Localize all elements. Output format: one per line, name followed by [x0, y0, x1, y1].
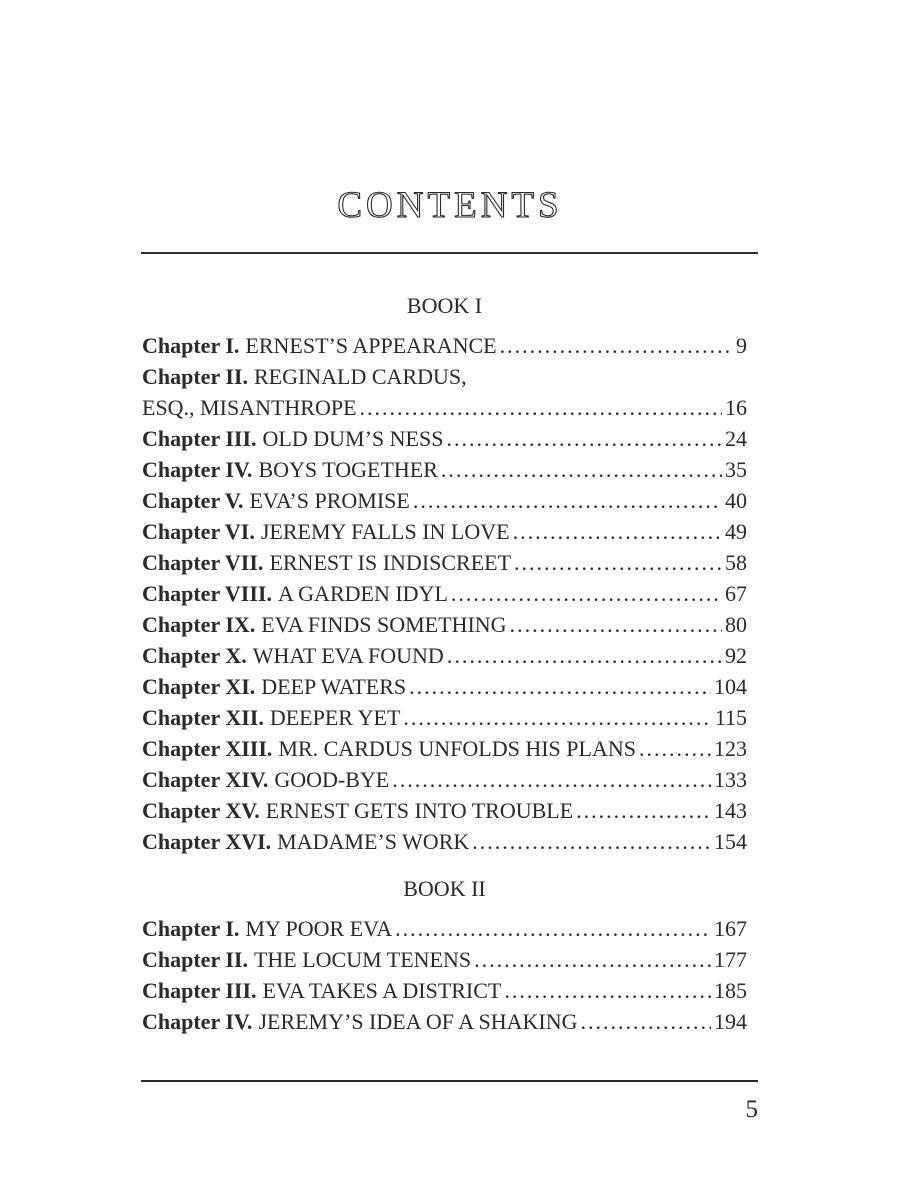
chapter-title: BOYS TOGETHER	[258, 457, 438, 482]
toc-entry	[142, 640, 747, 671]
dot-leader	[513, 516, 722, 547]
dot-leader	[392, 764, 711, 795]
chapter-number: Chapter VI.	[142, 519, 255, 544]
dot-leader	[446, 423, 722, 454]
chapter-page: 49	[725, 519, 747, 544]
chapter-number: Chapter IV.	[142, 1009, 253, 1034]
toc-entry	[142, 330, 747, 361]
chapter-title: EVA TAKES A DISTRICT	[262, 978, 502, 1003]
chapter-title: JEREMY FALLS IN LOVE	[260, 519, 510, 544]
chapter-title: ERNEST IS INDISCREET	[269, 550, 512, 575]
dot-leader	[451, 578, 722, 609]
dot-leader	[441, 454, 722, 485]
chapter-title: REGINALD CARDUS,	[253, 364, 467, 389]
chapter-number: Chapter I.	[142, 333, 240, 358]
chapter-title: WHAT EVA FOUND	[252, 643, 444, 668]
toc-entry	[142, 547, 747, 578]
page-number: 5	[745, 1096, 758, 1123]
chapter-page: 185	[714, 978, 747, 1003]
chapter-page: 80	[725, 612, 747, 637]
chapter-title: EVA’S PROMISE	[249, 488, 410, 513]
chapter-page: 9	[736, 333, 747, 358]
chapter-page: 104	[714, 674, 747, 699]
dot-leader	[409, 671, 711, 702]
chapter-title: ESQ., MISANTHROPE	[142, 395, 357, 420]
chapter-page: 58	[725, 550, 747, 575]
chapter-page: 92	[725, 643, 747, 668]
dot-leader	[500, 330, 733, 361]
toc-entry	[142, 516, 747, 547]
chapter-page: 123	[714, 736, 747, 761]
toc-entry	[142, 485, 747, 516]
dot-leader	[580, 1006, 711, 1037]
chapter-page: 154	[714, 829, 747, 854]
chapter-title: JEREMY’S IDEA OF A SHAKING	[258, 1009, 578, 1034]
chapter-title: A GARDEN IDYL	[278, 581, 448, 606]
chapter-page: 35	[725, 457, 747, 482]
dot-leader	[447, 640, 722, 671]
chapter-number: Chapter IX.	[142, 612, 256, 637]
chapter-title: GOOD-BYE	[274, 767, 390, 792]
toc-entry	[142, 733, 747, 764]
dot-leader	[514, 547, 722, 578]
toc-entry	[142, 578, 747, 609]
dot-leader	[360, 392, 722, 423]
toc-entry	[142, 702, 747, 733]
chapter-number: Chapter XIV.	[142, 767, 269, 792]
chapter-page: 143	[714, 798, 747, 823]
toc-entry	[142, 764, 747, 795]
toc-entry	[142, 671, 747, 702]
chapter-page: 67	[725, 581, 747, 606]
chapter-title: MADAME’S WORK	[277, 829, 470, 854]
chapter-title: MY POOR EVA	[245, 916, 393, 941]
chapter-number: Chapter V.	[142, 488, 244, 513]
toc-entry	[142, 975, 747, 1006]
chapter-number: Chapter II.	[142, 364, 248, 389]
chapter-title: OLD DUM’S NESS	[262, 426, 444, 451]
toc-entry-continuation	[142, 392, 747, 423]
dot-leader	[510, 609, 722, 640]
chapter-number: Chapter VIII.	[142, 581, 272, 606]
dot-leader	[504, 975, 711, 1006]
toc-entry	[142, 795, 747, 826]
dot-leader	[395, 913, 711, 944]
dot-leader	[472, 826, 711, 857]
chapter-number: Chapter XI.	[142, 674, 256, 699]
dot-leader	[413, 485, 722, 516]
chapter-number: Chapter XII.	[142, 705, 264, 730]
dot-leader	[576, 795, 711, 826]
chapter-title: EVA FINDS SOMETHING	[261, 612, 507, 637]
page-title: CONTENTS	[337, 185, 563, 226]
chapter-title: ERNEST GETS INTO TROUBLE	[265, 798, 574, 823]
chapter-number: Chapter III.	[142, 426, 257, 451]
chapter-title: DEEPER YET	[269, 705, 401, 730]
top-rule	[141, 252, 758, 254]
toc-entry	[142, 454, 747, 485]
dot-leader	[403, 702, 711, 733]
chapter-page: 133	[714, 767, 747, 792]
chapter-number: Chapter IV.	[142, 457, 253, 482]
table-of-contents	[142, 288, 747, 1037]
toc-entry	[142, 826, 747, 857]
chapter-number: Chapter I.	[142, 916, 240, 941]
chapter-title: THE LOCUM TENENS	[253, 947, 472, 972]
chapter-number: Chapter XIII.	[142, 736, 273, 761]
dot-leader	[639, 733, 711, 764]
chapter-page: 167	[714, 916, 747, 941]
chapter-number: Chapter III.	[142, 978, 257, 1003]
toc-entry	[142, 609, 747, 640]
chapter-number: Chapter XVI.	[142, 829, 272, 854]
chapter-number: Chapter VII.	[142, 550, 264, 575]
toc-entry	[142, 913, 747, 944]
chapter-number: Chapter X.	[142, 643, 247, 668]
chapter-title: DEEP WATERS	[261, 674, 407, 699]
chapter-title: ERNEST’S APPEARANCE	[245, 333, 497, 358]
chapter-page: 177	[714, 947, 747, 972]
toc-entry	[142, 1006, 747, 1037]
chapter-page: 40	[725, 488, 747, 513]
chapter-page: 194	[714, 1009, 747, 1034]
chapter-number: Chapter II.	[142, 947, 248, 972]
toc-entry	[142, 944, 747, 975]
chapter-page: 115	[714, 705, 747, 730]
chapter-number: Chapter XV.	[142, 798, 260, 823]
bottom-rule	[141, 1080, 758, 1082]
book-heading: BOOK II	[403, 876, 486, 901]
chapter-page: 24	[725, 426, 747, 451]
chapter-title: MR. CARDUS UNFOLDS HIS PLANS	[278, 736, 636, 761]
toc-entry	[142, 361, 747, 392]
chapter-page: 16	[725, 395, 747, 420]
toc-entry	[142, 423, 747, 454]
book-heading: BOOK I	[406, 293, 483, 318]
dot-leader	[474, 944, 711, 975]
